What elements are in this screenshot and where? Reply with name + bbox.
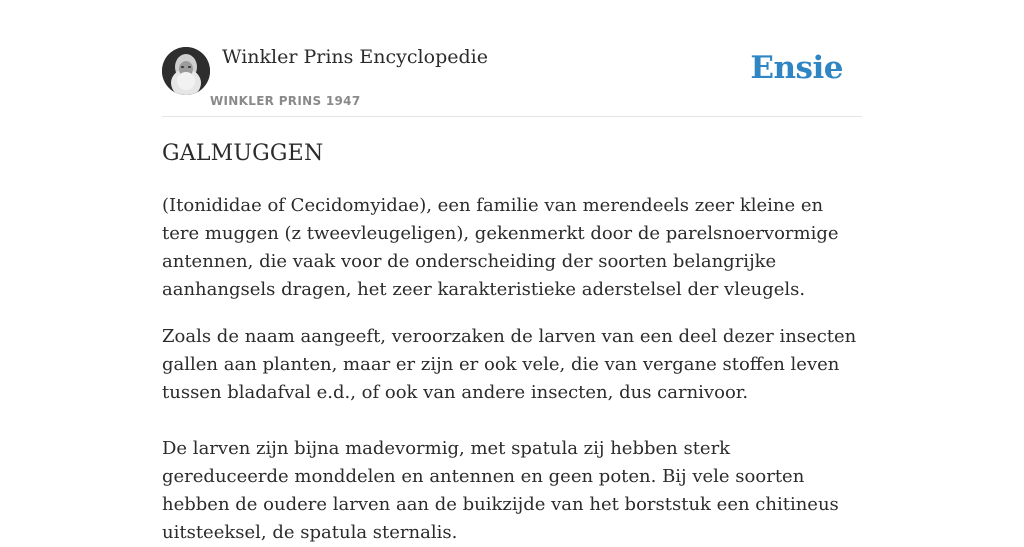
page bbox=[162, 0, 862, 543]
article-paragraph: Zoals de naam aangeeft, veroorzaken de larven van een deel dezer insecten gallen aan planten, maar er zijn er ook vele, die van vergane stoffen leven tussen bladafval e.d., of ook van andere insecten, dus carnivoor. bbox=[162, 326, 857, 403]
source-title[interactable]: Winkler Prins Encyclopedie bbox=[222, 46, 488, 68]
source-subtitle[interactable]: WINKLER PRINS 1947 bbox=[210, 94, 361, 108]
author-avatar[interactable] bbox=[162, 47, 210, 95]
article-title: GALMUGGEN bbox=[162, 141, 324, 166]
article-paragraph: (Itonididae of Cecidomyidae), een familie van merendeels zeer kleine en tere muggen (z tweevleugeligen), gekenmerkt door de parelsnoervormige antennen, die vaak voor de onderscheiding der soorten belangrijke aanhangsels dragen, het zeer karakteristieke aderstelsel der vleugels. bbox=[162, 195, 839, 300]
portrait-image bbox=[162, 47, 210, 95]
article-paragraph: De larven zijn bijna madevormig, met spatula zij hebben sterk gereduceerde monddelen en antennen en geen poten. Bij vele soorten hebben de oudere larven aan de buikzijde van het borststuk een chitineus uitsteeksel, de spatula sternalis. bbox=[162, 438, 839, 543]
brand-logo[interactable]: Ensie bbox=[750, 50, 843, 86]
source-header bbox=[162, 0, 862, 117]
